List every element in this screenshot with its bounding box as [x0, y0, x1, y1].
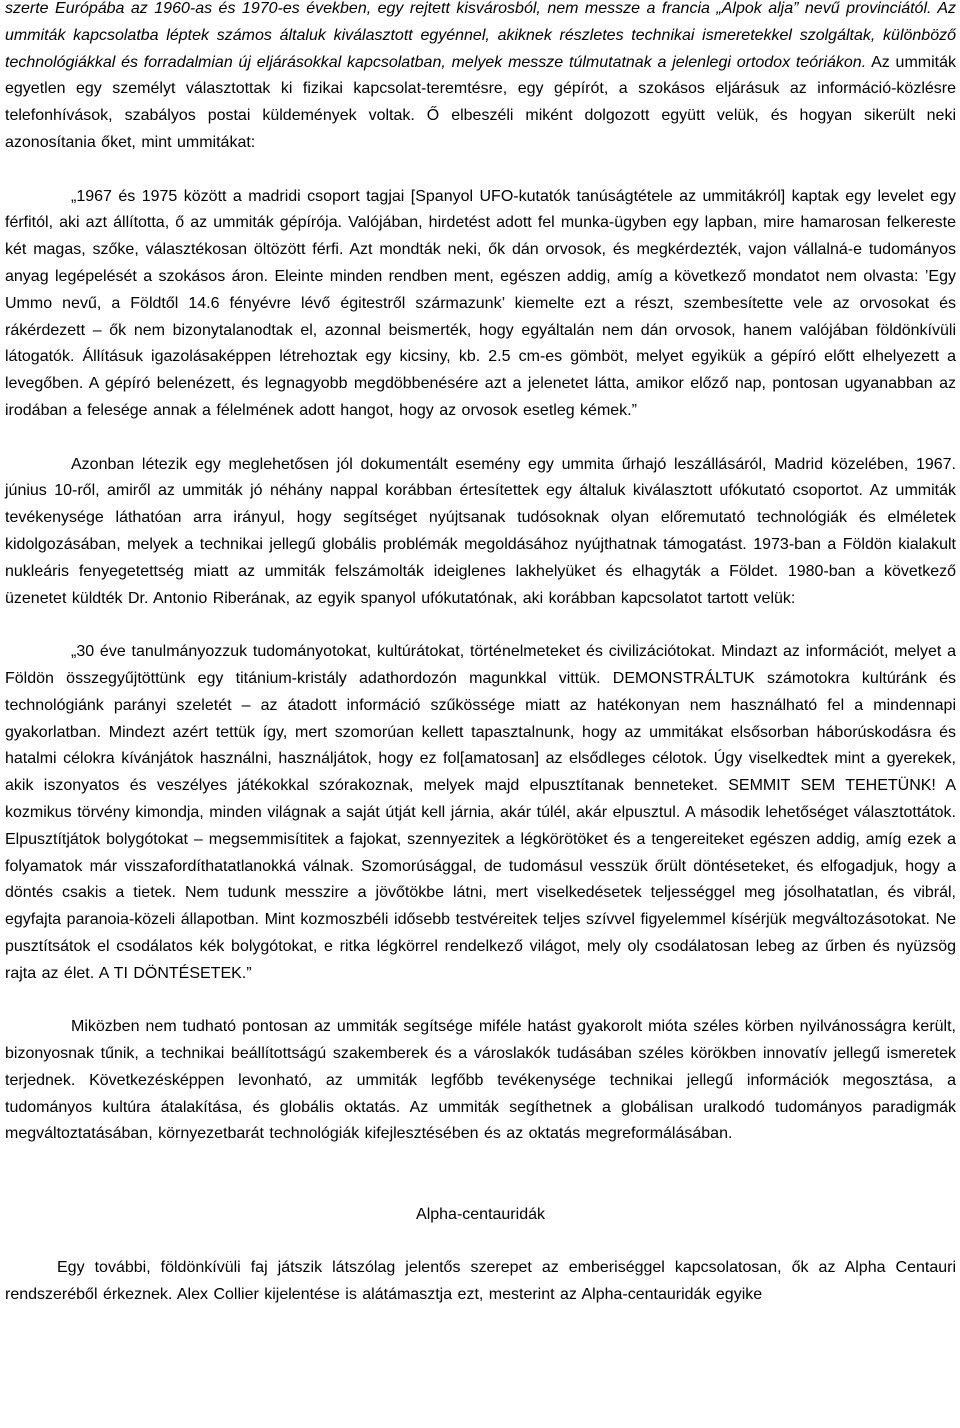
document-page: [5, 0, 956, 1309]
paragraph-ummo-intro: [5, 0, 956, 157]
paragraph-alpha-centauri: Egy további, földönkívüli faj játszik látszólag jelentős szerepet az emberiséggel kapcsolatosan, ők az Alpha Centauri rendszeréből érkeznek. Alex Collier kijelentése is alátámasztja ezt, mesterint az Alpha-centauridák egyike: [5, 1259, 956, 1304]
section-heading: Alpha-centauridák: [416, 1205, 545, 1223]
paragraph-ummo-message: „30 éve tanulmányozzuk tudományotokat, kultúrátokat, történelmeteket és civilizációtokat. Mindazt az információt, melyet a Földön összegyűjtöttünk egy titánium-kristály adathordozón magunkkal vittük. DEMONSTRÁLTUK számotokra kultúránk és technológiánk parányi szeletét – az átadott információ szűkössége miatt az hatékonyan nem használható fel a mindennapi gyakorlatban. Mindezt azért tettük így, mert szomorúan kellett tapasztalnunk, hogy az ummitákat elsősorban háborúskodásra és hatalmi célokra kívánjátok használni, használjátok, hogy ez fol[amatosan] az elsődleges célotok. Úgy viselkedtek mint a gyerekek, akik iszonyatos és veszélyes játékokkal szórakoznak, melyek majd elpusztítanak benneteket. SEMMIT SEM TEHETÜNK! A kozmikus törvény kimondja, minden világnak a saját útját kell járnia, akár túlél, akár elpusztul. A második lehetőséget választottátok. Elpusztítjátok bolygótokat – megsemmisítitek a fajokat, szennyezitek a légkörötöket és a tengereiteket egészen addig, amíg ezek a folyamatok már visszafordíthatatlanokká válnak. Szomorúsággal, de tudomásul vesszük őrült döntéseteket, és elfogadjuk, hogy a döntés csakis a tietek. Nem tudunk messzire a jövőtökbe látni, mert viselkedésetek teljességgel meg jósolhatatlan, és vibrál, egyfajta paranoia-közeli állapotban. Mint kozmoszbéli idősebb testvéreitek teljes szívvel figyelemmel kísérjük megváltozásotokat. Ne pusztítsátok el csodálatos kék bolygótokat, e ritka légkörrel rendelkező világot, mely oly csodálatosan lebeg az űrben és nyüzsög rajta az élet. A TI DÖNTÉSETEK.”: [5, 643, 956, 982]
paragraph-ummo-influence: Miközben nem tudható pontosan az ummiták segítsége miféle hatást gyakorolt mióta széles körben nyilvánosságra került, bizonyosnak tűnik, a technikai beállítottságú szakemberek és a városlakók tudásában széles körökben innovatív jellegű ismeretek terjednek. Következésképpen levonható, az ummiták legfőbb tevékenysége technikai jellegű információk megosztása, a tudományos kultúra átalakítása, és globális oktatás. Az ummiták segíthetnek a globálisan uralkodó tudományos paradigmák megváltoztatásában, környezetbarát technológiák kifejlesztésében és az oktatás megreformálásában.: [5, 1018, 956, 1143]
paragraph-ummo-intro-italic: szerte Európába az 1960-as és 1970-es években, egy rejtett kisvárosból, nem messze a francia „Alpok alja” nevű provinciától. Az ummiták kapcsolatba léptek számos általuk kiválasztott egyénnel, akiknek részletes technikai ismeretekkel szolgáltak, különböző technológiákkal és forradalmian új eljárásokkal kapcsolatban, melyek messze túlmutatnak a jelenlegi ortodox teóriákon.: [5, 0, 956, 71]
paragraph-madrid-landing: Azonban létezik egy meglehetősen jól dokumentált esemény egy ummita űrhajó leszállásáról, Madrid közelében, 1967. június 10-ről, amiről az ummiták jó néhány nappal korábban értesítettek egy általuk kiválasztott ufókutató csoportot. Az ummiták tevékenysége láthatóan arra irányul, hogy segítséget nyújtsanak tudósoknak olyan előremutató technológiák és elméletek kidolgozásában, melyek a technikai jellegű globális problémák megoldásához nyújthatnak támogatást. 1973-ban a Földön kialakult nukleáris fenyegetettség miatt az ummiták felszámolták ideiglenes lakhelyüket és elhagyták a Földet. 1980-ban a következő üzenetet küldték Dr. Antonio Riberának, az egyik spanyol ufókutatónak, aki korábban kapcsolatot tartott velük:: [5, 455, 956, 607]
paragraph-typist-quote: „1967 és 1975 között a madridi csoport tagjai [Spanyol UFO-kutatók tanúságtétele az ummitákról] kaptak egy levelet egy férfitól, aki azt állította, ő az ummiták gépírója. Valójában, hirdetést adott fel munka-ügyben egy lapban, mire hamarosan felkereste két magas, szőke, választékosan öltözött férfi. Azt mondták neki, ők dán orvosok, és megkérdezték, vajon vállalná-e tudományos anyag legépelését a szokásos áron. Eleinte minden rendben ment, egészen addig, amíg a következő mondatot nem olvasta: ’Egy Ummo nevű, a Földtől 14.6 fényévre lévő égitestről származunk’ kiemelte ezt a részt, szembesítette vele az orvosokat és rákérdezett – ők nem bizonytalanodtak el, azonnal beismerték, hogy egyáltalán nem dán orvosok, hanem valójában földönkívüli látogatók. Állításuk igazolásaképpen létrehoztak egy kicsiny, kb. 2.5 cm-es gömböt, melyet egyikük a gépíró előtt elhelyezett a levegőben. A gépíró belenézett, és legnagyobb megdöbbenésére azt a jelenetet látta, amikor előző nap, pontosan ugyanabban az irodában a felesége annak a félelmének adott hangot, hogy az orvosok esetleg kémek.”: [5, 187, 956, 419]
paragraph-ummo-intro-normal: Az ummiták egyetlen egy személyt választottak ki fizikai kapcsolat-teremtésre, egy gépírót, a szokásos eljárásuk az információ-közlésre telefonhívások, szabályos postai küldemények voltak. Ő elbeszéli miként dolgozott együtt velük, és hogyan sikerült neki azonosítania őket, mint ummitákat:: [5, 53, 956, 151]
